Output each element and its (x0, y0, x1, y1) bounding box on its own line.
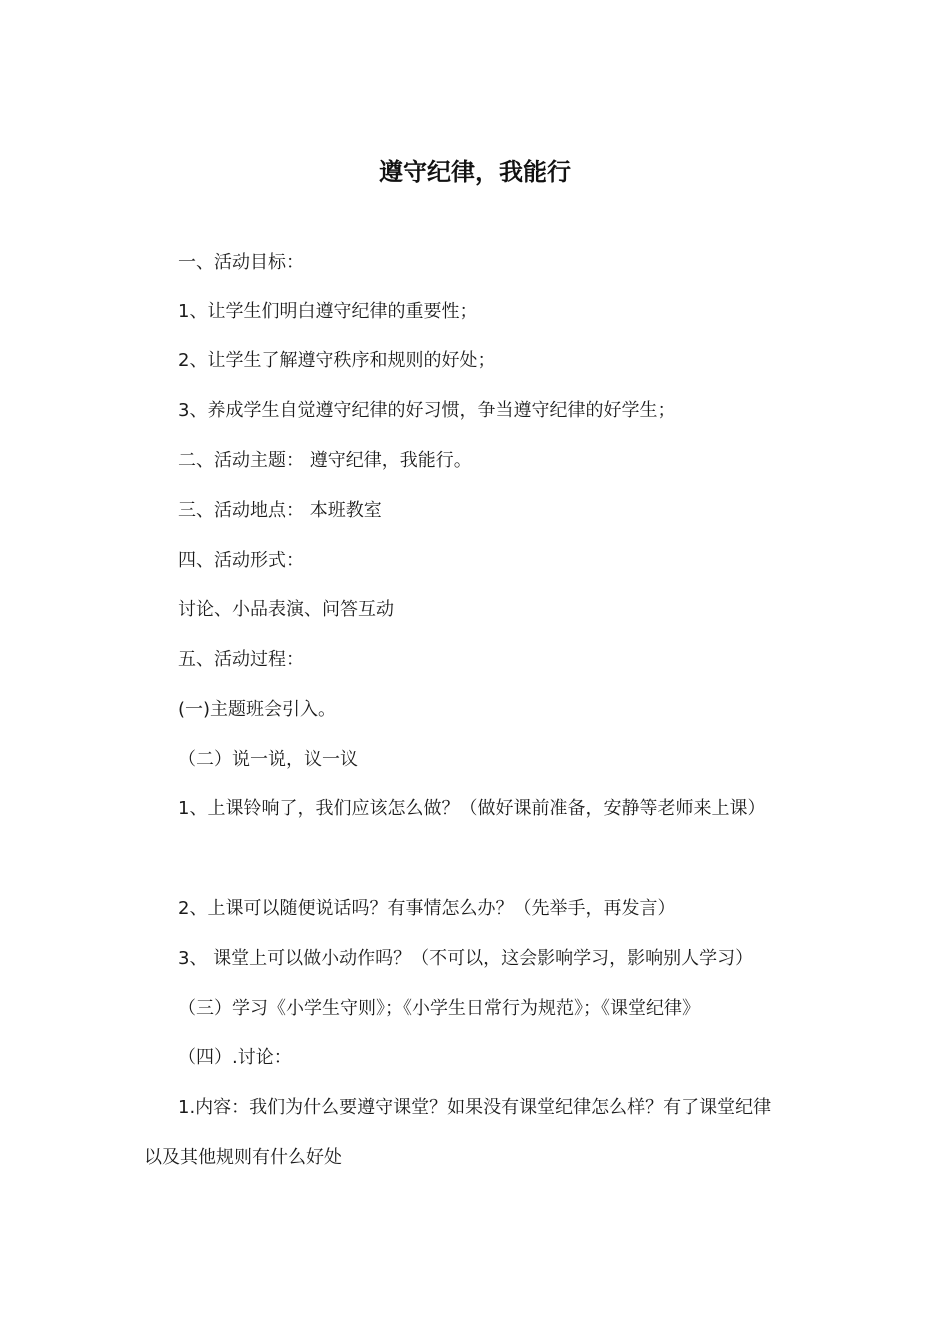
question-item-2: 2、上课可以随便说话吗？有事情怎么办？（先举手，再发言） (178, 898, 676, 919)
process-step-4: （四）.讨论： (178, 1047, 292, 1068)
section-heading-format: 四、活动形式： (178, 550, 304, 571)
question-item-1: 1、上课铃响了，我们应该怎么做？（做好课前准备，安静等老师来上课） (178, 798, 766, 819)
discussion-content: 1.内容：我们为什么要遵守课堂？如果没有课堂纪律怎么样？有了课堂纪律 (178, 1097, 772, 1118)
section-heading-location: 三、活动地点： 本班教室 (178, 500, 382, 521)
process-step-3: （三）学习《小学生守则》；《小学生日常行为规范》；《课堂纪律》 (178, 998, 700, 1019)
question-item-3: 3、 课堂上可以做小动作吗？（不可以，这会影响学习，影响别人学习） (178, 948, 754, 969)
process-step-2: （二）说一说，议一议 (178, 749, 358, 770)
document-title: 遵守纪律，我能行 (379, 158, 571, 186)
process-step-1: (一)主题班会引入。 (178, 699, 337, 720)
format-description: 讨论、小品表演、问答互动 (178, 599, 394, 620)
goal-item-3: 3、养成学生自觉遵守纪律的好习惯，争当遵守纪律的好学生； (178, 400, 676, 421)
goal-item-2: 2、让学生了解遵守秩序和规则的好处； (178, 350, 496, 371)
discussion-content-continued: 以及其他规则有什么好处 (144, 1147, 342, 1168)
section-heading-process: 五、活动过程： (178, 649, 304, 670)
goal-item-1: 1、让学生们明白遵守纪律的重要性； (178, 301, 478, 322)
section-heading-goals: 一、活动目标： (178, 252, 304, 273)
section-heading-theme: 二、活动主题： 遵守纪律，我能行。 (178, 450, 472, 471)
